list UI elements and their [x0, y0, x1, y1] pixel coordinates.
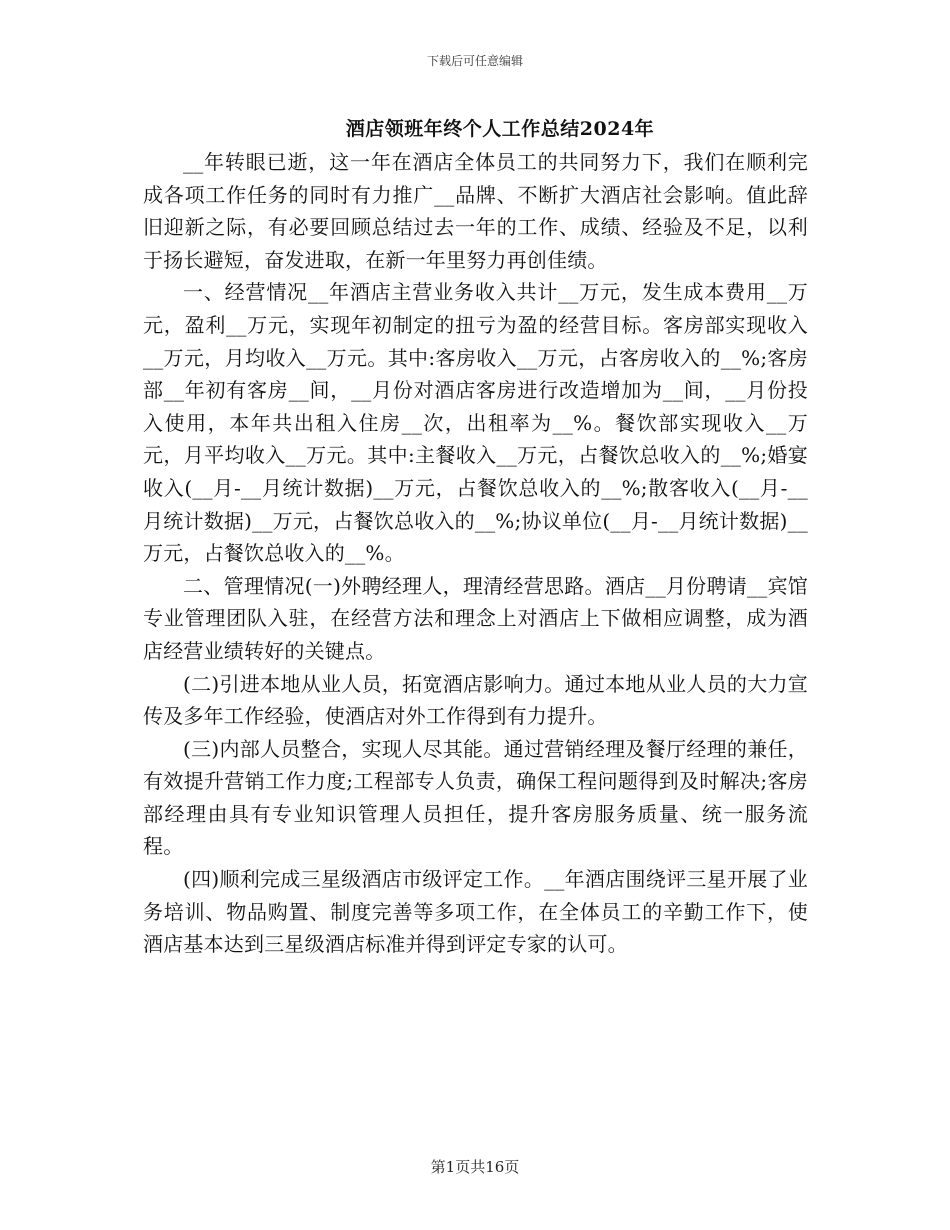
paragraph-management-1: 二、管理情况(一)外聘经理人，理清经营思路。酒店__月份聘请__宾馆专业管理团队入驻，在经营方法和理念上对酒店上下做相应调整，成为酒店经营业绩转好的关键点。	[143, 573, 808, 663]
document-title: 酒店领班年终个人工作总结2024年	[345, 118, 655, 140]
paragraph-management-3: (三)内部人员整合，实现人尽其能。通过营销经理及餐厅经理的兼任，有效提升营销工作力度;工程部专人负责，确保工程问题得到及时解决;客房部经理由具有专业知识管理人员担任，提升客房服务质量、统一服务流程。	[143, 736, 808, 859]
page-number: 第1页共16页	[430, 1158, 520, 1176]
page-header-note: 下载后可任意编辑	[426, 54, 523, 68]
paragraph-management-2: (二)引进本地从业人员，拓宽酒店影响力。通过本地从业人员的大力宣传及多年工作经验，使酒店对外工作得到有力提升。	[143, 671, 808, 729]
document-body	[143, 146, 808, 961]
paragraph-operations: 一、经营情况__年酒店主营业务收入共计__万元，发生成本费用__万元，盈利__万元，实现年初制定的扭亏为盈的经营目标。客房部实现收入__万元，月均收入__万元。其中:客房收入__万元，占客房收入的__%;客房部__年初有客房__间，__月份对酒店客房进行改造增加为__间，__月份投入使用，本年共出租入住房__次，出租率为__%。餐饮部实现收入__万元，月平均收入__万元。其中:主餐收入__万元，占餐饮总收入的__%;婚宴收入(__月-__月统计数据)__万元，占餐饮总收入的__%;散客收入(__月-__月统计数据)__万元，占餐饮总收入的__%;协议单位(__月-__月统计数据)__万元，占餐饮总收入的__%。	[143, 280, 808, 566]
paragraph-management-4: (四)顺利完成三星级酒店市级评定工作。__年酒店围绕评三星开展了业务培训、物品购置、制度完善等多项工作，在全体员工的辛勤工作下，使酒店基本达到三星级酒店标准并得到评定专家的认可。	[143, 867, 808, 957]
paragraph-intro: __年转眼已逝，这一年在酒店全体员工的共同努力下，我们在顺利完成各项工作任务的同时有力推广__品牌、不断扩大酒店社会影响。值此辞旧迎新之际，有必要回顾总结过去一年的工作、成绩、经验及不足，以利于扬长避短，奋发进取，在新一年里努力再创佳绩。	[143, 150, 808, 272]
